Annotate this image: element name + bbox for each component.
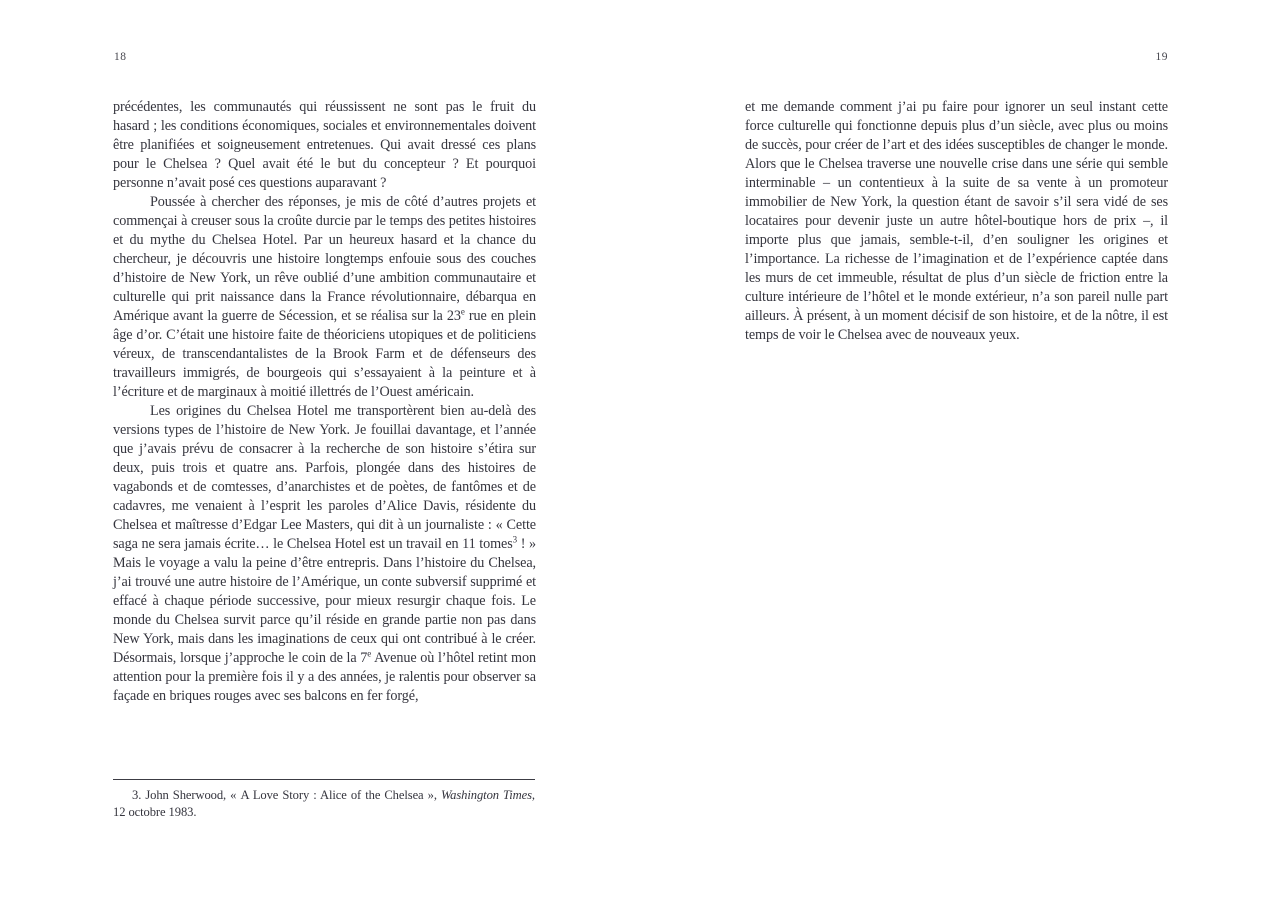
text-run: précédentes, les communautés qui réussissent ne sont pas le fruit du hasard ; les conditions économiques, sociales et environnementales doivent être planifiées et soigneusement entretenues. Qui avait dressé ces plans pour le Chelsea ? Quel avait été le but du concepteur ? Et pourquoi personne n’avait posé ces questions auparavant ? xyxy=(113,99,536,191)
text-run: rue en plein âge d’or. C’était une histoire faite de théoriciens utopiques et de politiciens véreux, de transcendantalistes de la Brook Farm et de défenseurs des travailleurs immigrés, de bourgeois qui s’essayaient à la peinture et à l’écriture et de marginaux à moitié illettrés de l’Ouest américain. xyxy=(113,308,536,400)
superscript-reference: e xyxy=(367,648,372,659)
page-19-text-column xyxy=(745,98,1168,345)
page-18-text-column xyxy=(113,98,536,706)
footnote-divider xyxy=(113,779,535,780)
page-number-right: 19 xyxy=(1155,51,1168,63)
paragraph xyxy=(113,98,536,193)
footnote-paragraph xyxy=(113,787,535,820)
footnote-block xyxy=(113,779,535,820)
footnote-text xyxy=(113,787,535,820)
paragraph xyxy=(113,402,536,706)
superscript-reference: 3 xyxy=(512,534,518,545)
paragraph xyxy=(745,98,1168,345)
text-run: Poussée à chercher des réponses, je mis de côté d’autres projets et commençai à creuser sous la croûte durcie par le temps des petites histoires et du mythe du Chelsea Hotel. Par un heureux hasard et la chance du chercheur, je découvris une histoire longtemps enfouie sous des couches d’histoire de New York, un rêve oublié d’une ambition communautaire et culturelle qui prit naissance dans la France révolutionnaire, débarqua en Amérique avant la guerre de Sécession, et se réalisa sur la 23 xyxy=(113,194,536,324)
text-run: 12 octobre 1983. xyxy=(113,804,197,819)
text-run: et me demande comment j’ai pu faire pour ignorer un seul instant cette force culturelle qui fonctionne depuis plus d’un siècle, avec plus ou moins de succès, pour créer de l’art et des idées susceptibles de changer le monde. Alors que le Chelsea traverse une nouvelle crise dans une série qui semble interminable – un contentieux à la suite de sa vente à un promoteur immobilier de New York, la question étant de savoir s’il sera vidé de ses locataires pour devenir juste un autre hôtel-boutique hors de prix –, il importe plus que jamais, semble-t-il, d’en souligner les origines et l’importance. La richesse de l’imagination et de l’expérience captée dans les murs de cet immeuble, résultat de plus d’un siècle de friction entre la culture intérieure de l’hôtel et le monde extérieur, n’a son pareil nulle part ailleurs. À présent, à un moment décisif de son histoire, et de la nôtre, il est temps de voir le Chelsea avec de nouveaux yeux. xyxy=(745,99,1168,343)
text-run: Les origines du Chelsea Hotel me transportèrent bien au-delà des versions types de l’histoire de New York. Je fouillai davantage, et l’année que j’avais prévu de consacrer à la recherche de son histoire s’étira sur deux, puis trois et quatre ans. Parfois, plongée dans des histoires de vagabonds et de comtesses, d’anarchistes et de poètes, de fantômes et de cadavres, me venaient à l’esprit les paroles d’Alice Davis, résidente du Chelsea et maîtresse d’Edgar Lee Masters, qui dit à un journaliste : « Cette saga ne sera jamais écrite… le Chelsea Hotel est un travail en 11 tomes xyxy=(113,403,536,552)
text-run: Avenue où l’hôtel retint mon attention pour la première fois il y a des années, je ralentis pour observer sa façade en briques rouges avec ses balcons en fer forgé, xyxy=(113,650,536,704)
page-number-left: 18 xyxy=(114,51,127,63)
italic-citation: Washington Times, xyxy=(440,788,535,802)
superscript-reference: e xyxy=(460,306,465,317)
paragraph xyxy=(113,193,536,402)
text-run: 3. John Sherwood, « A Love Story : Alice of the Chelsea », xyxy=(132,788,441,802)
text-run: ! » Mais le voyage a valu la peine d’être entrepris. Dans l’histoire du Chelsea, j’ai trouvé une autre histoire de l’Amérique, un conte subversif supprimé et effacé à chaque période successive, pour mieux resurgir chaque fois. Le monde du Chelsea survit parce qu’il réside en grande partie non pas dans New York, mais dans les imaginations de ceux qui ont contribué à le créer. Désormais, lorsque j’approche le coin de la 7 xyxy=(113,536,537,666)
